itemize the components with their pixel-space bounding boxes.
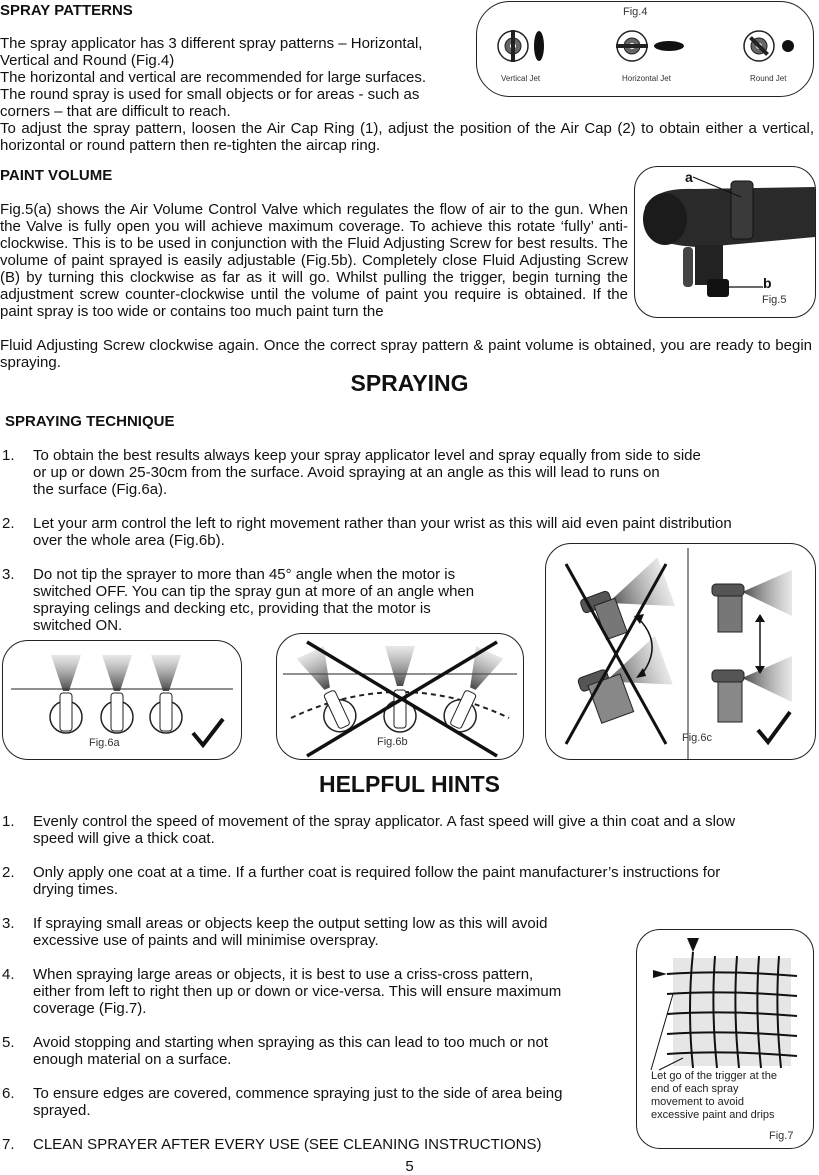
tilted-sprayer-bottom: [572, 636, 677, 726]
list-item-number: 7.: [2, 1136, 15, 1153]
text-line: To obtain the best results always keep your spray applicator level and spray equally from side to side: [33, 447, 701, 464]
text-line: speed will give a thick coat.: [33, 830, 215, 847]
list-item-number: 6.: [2, 1085, 15, 1102]
text-line: Let your arm control the left to right movement rather than your wrist as this will aid even paint distribution: [33, 515, 732, 532]
fig6b-panel: [276, 633, 524, 760]
fig5-label-a: a: [685, 169, 693, 185]
text-line: over the whole area (Fig.6b).: [33, 532, 225, 549]
text-line: either from left to right then up or down or vice-versa. This will ensure maximum: [33, 983, 562, 1000]
spray-patterns-intro: [0, 35, 480, 120]
text-line: When spraying large areas or objects, it is best to use a criss-cross pattern,: [33, 966, 534, 983]
level-sprayer-top: [712, 570, 792, 632]
sprayer-1: [50, 655, 82, 733]
check-icon: [193, 719, 223, 745]
sprayer-2: [101, 655, 133, 733]
text-line: CLEAN SPRAYER AFTER EVERY USE (SEE CLEANING INSTRUCTIONS): [33, 1136, 542, 1153]
text-line: enough material on a surface.: [33, 1051, 232, 1068]
sprayer-3: [150, 655, 182, 733]
fig5-label-b: b: [763, 275, 772, 291]
list-item-number: 2.: [2, 515, 15, 532]
vertical-jet-cap: [498, 30, 544, 62]
text-line: Vertical and Round (Fig.4): [0, 52, 175, 69]
fig7-panel: [636, 929, 814, 1149]
text-line: sprayed.: [33, 1102, 91, 1119]
paint-volume-heading: PAINT VOLUME: [0, 167, 113, 184]
text-line: switched OFF. You can tip the spray gun at more of an angle when: [33, 583, 475, 600]
fig7-note: [651, 1070, 777, 1122]
list-item-number: 3.: [2, 566, 15, 583]
list-item: [2, 813, 818, 847]
fig6a-caption: Fig.6a: [89, 737, 120, 749]
list-item-number: 4.: [2, 966, 15, 983]
text-line: Only apply one coat at a time. If a further coat is required follow the paint manufacturer’s instructions for: [33, 864, 721, 881]
text-line: The horizontal and vertical are recommended for large surfaces.: [0, 69, 427, 86]
fig4-panel: [476, 1, 814, 97]
fig6c-panel: [545, 543, 816, 760]
round-jet-label: Round Jet: [750, 74, 787, 83]
text-line: The round spray is used for small objects or for areas - such as: [0, 86, 420, 103]
list-item-number: 2.: [2, 864, 15, 881]
text-line: Do not tip the sprayer to more than 45° angle when the motor is: [33, 566, 456, 583]
fig5-caption: Fig.5: [762, 294, 787, 306]
text-line: or up or down 25-30cm from the surface. Avoid spraying at an angle as this will lead to runs on: [33, 464, 660, 481]
paint-volume-text: Fig.5(a) shows the Air Volume Control Valve which regulates the flow of air to the gun. When the Valve is fully open you will achieve maximum coverage. To achieve this rotate ‘fully’ anti-clockwise. This is to be used in conjunction with the Fluid Adjusting Screw for best results. The volume of paint sprayed is easily adjustable (Fig.5b). Completely close Fluid Adjusting Screw (B) by turning this clockwise as far as it will go. Whilst pulling the trigger, begin turning the adjustment screw counter-clockwise until the volume of paint you require is obtained. If the paint spray is too wide or contains too much paint turn the: [0, 201, 628, 320]
sprayer-right: [439, 646, 504, 737]
horizontal-jet-cap: [616, 31, 684, 61]
text-line: end of each spray: [651, 1083, 739, 1095]
text-line: Avoid stopping and starting when spraying as this can lead to too much or not: [33, 1034, 549, 1051]
list-item-number: 3.: [2, 915, 15, 932]
fig6a-illustration: [3, 641, 241, 759]
list-item-number: 5.: [2, 1034, 15, 1051]
fig4-caption: Fig.4: [623, 6, 648, 18]
text-line: excessive paint and drips: [651, 1109, 775, 1121]
check-icon: [758, 712, 790, 742]
fig6b-caption: Fig.6b: [377, 736, 408, 748]
list-item-number: 1.: [2, 813, 15, 830]
horizontal-jet-label: Horizontal Jet: [622, 74, 671, 83]
text-line: movement to avoid: [651, 1096, 744, 1108]
round-jet-cap: [744, 31, 794, 61]
text-line: drying times.: [33, 881, 119, 898]
paint-volume-text-cont: Fluid Adjusting Screw clockwise again. Once the correct spray pattern & paint volume is obtained, you are ready to begin spraying.: [0, 337, 812, 371]
fig6a-panel: [2, 640, 242, 760]
page-number: 5: [405, 1158, 414, 1175]
text-line: switched ON.: [33, 617, 123, 634]
spray-patterns-heading: SPRAY PATTERNS: [0, 2, 133, 19]
text-line: To ensure edges are covered, commence spraying just to the side of area being: [33, 1085, 563, 1102]
vertical-jet-label: Vertical Jet: [501, 74, 541, 83]
level-sprayer-bottom: [712, 656, 792, 722]
sprayer-center: [384, 646, 416, 732]
fig7-caption: Fig.7: [769, 1130, 794, 1142]
spraying-title: SPRAYING: [350, 370, 469, 396]
text-line: If spraying small areas or objects keep the output setting low as this will avoid: [33, 915, 548, 932]
spray-patterns-adjust: To adjust the spray pattern, loosen the Air Cap Ring (1), adjust the position of the Air Cap (2) to obtain either a vertical, horizontal or round pattern then re-tighten the aircap ring.: [0, 120, 814, 154]
text-line: excessive use of paints and will minimise overspray.: [33, 932, 379, 949]
fig6c-caption: Fig.6c: [682, 732, 712, 744]
text-line: coverage (Fig.7).: [33, 1000, 147, 1017]
text-line: the surface (Fig.6a).: [33, 481, 168, 498]
list-item-number: 1.: [2, 447, 15, 464]
text-line: spraying celings and decking etc, providing that the motor is: [33, 600, 431, 617]
helpful-hints-title: HELPFUL HINTS: [318, 771, 501, 797]
fig6c-illustration: [546, 544, 815, 759]
text-line: Evenly control the speed of movement of the spray applicator. A fast speed will give a thin coat and a slow: [33, 813, 736, 830]
text-line: The spray applicator has 3 different spray patterns – Horizontal,: [0, 35, 423, 52]
text-line: corners – that are difficult to reach.: [0, 103, 231, 120]
spraying-technique-heading: SPRAYING TECHNIQUE: [5, 413, 175, 430]
fig5-panel: [634, 166, 816, 318]
list-item: [2, 447, 818, 498]
fig5-spray-gun-illustration: [635, 167, 815, 317]
sprayer-left: [296, 646, 361, 737]
list-item: [2, 864, 818, 898]
text-line: Let go of the trigger at the: [651, 1070, 777, 1082]
